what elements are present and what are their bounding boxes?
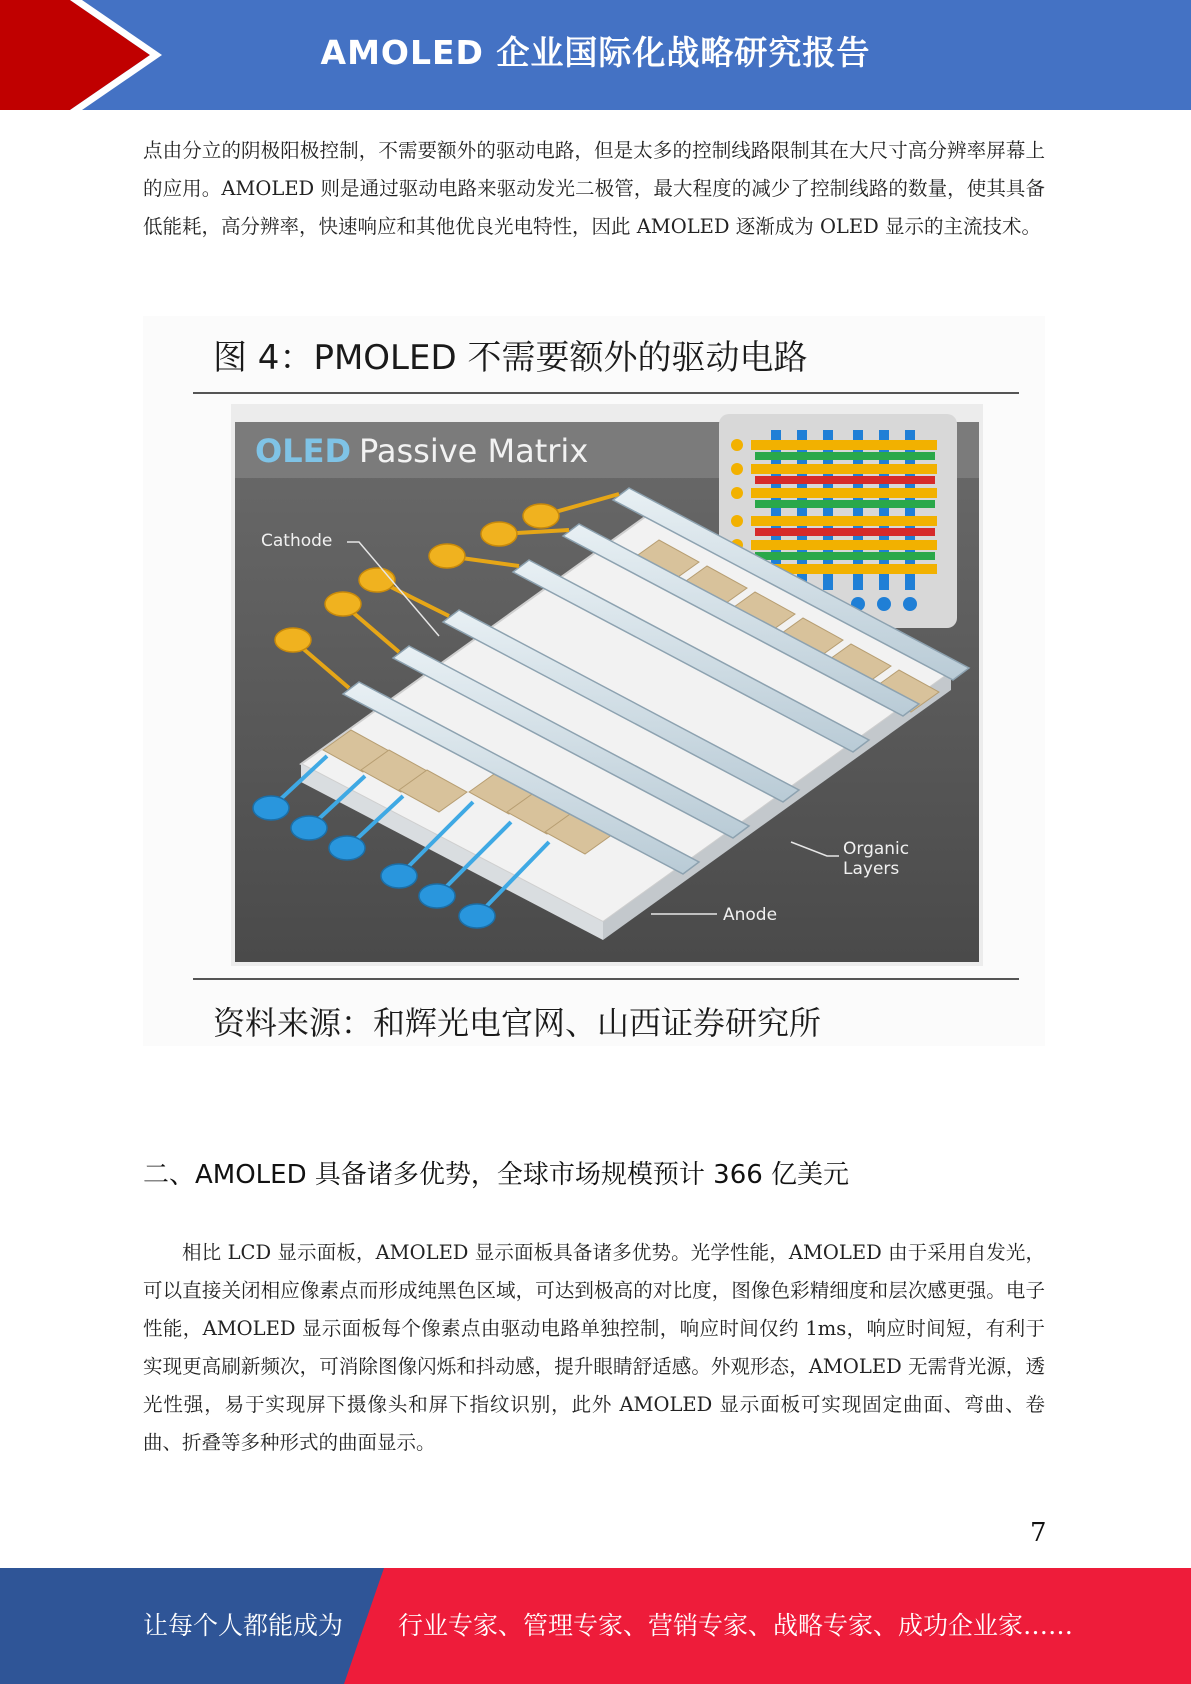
intro-paragraph: 点由分立的阴极阳极控制，不需要额外的驱动电路，但是太多的控制线路限制其在大尺寸高分辨率屏幕上的应用。AMOLED 则是通过驱动电路来驱动发光二极管，最大程度的减少了控制线路的数量，使其具备低能耗，高分辨率，快速响应和其他优良光电特性，因此 AMOLED 逐渐成为 OLED 显示的主流技术。 (143, 139, 1045, 238)
diagram-heading-passive-matrix: Passive Matrix (359, 432, 589, 470)
diagram-heading-oled: OLED (255, 432, 352, 470)
oled-passive-matrix-diagram (231, 404, 983, 966)
section-paragraph: 相比 LCD 显示面板，AMOLED 显示面板具备诸多优势。光学性能，AMOLED 由于采用自发光，可以直接关闭相应像素点而形成纯黑色区域，可达到极高的对比度，图像色彩精细度和层次感更强。电子性能，AMOLED 显示面板每个像素点由驱动电路单独控制，响应时间仅约 1ms，响应时间短，有利于实现更高刷新频次，可消除图像闪烁和抖动感，提升眼睛舒适感。外观形态，AMOLED 无需背光源，透光性强，易于实现屏下摄像头和屏下指纹识别，此外 AMOLED 显示面板可实现固定曲面、弯曲、卷曲、折叠等多种形式的曲面显示。 (143, 1241, 1045, 1454)
page-footer (0, 1568, 1191, 1684)
page-header (0, 0, 1191, 110)
report-title: AMOLED 企业国际化战略研究报告 (320, 33, 871, 72)
figure-bottom-rule (193, 978, 1019, 980)
figure-top-rule (193, 392, 1019, 394)
cathode-label: Cathode (261, 531, 333, 551)
footer-slogan-left: 让每个人都能成为 (143, 1611, 344, 1640)
footer-slogan-right: 行业专家、管理专家、营销专家、战略专家、成功企业家…… (398, 1611, 1074, 1640)
section-heading: 二、AMOLED 具备诸多优势，全球市场规模预计 366 亿美元 (143, 1160, 850, 1190)
page-number: 7 (1030, 1518, 1047, 1548)
figure-source: 资料来源：和辉光电官网、山西证券研究所 (213, 1004, 822, 1042)
figure-title: 图 4：PMOLED 不需要额外的驱动电路 (213, 338, 808, 378)
organic-layers-label-line1: Organic (843, 839, 910, 859)
figure-4 (143, 316, 1045, 1046)
organic-layers-label-line2: Layers (843, 859, 900, 879)
anode-label: Anode (723, 905, 778, 925)
